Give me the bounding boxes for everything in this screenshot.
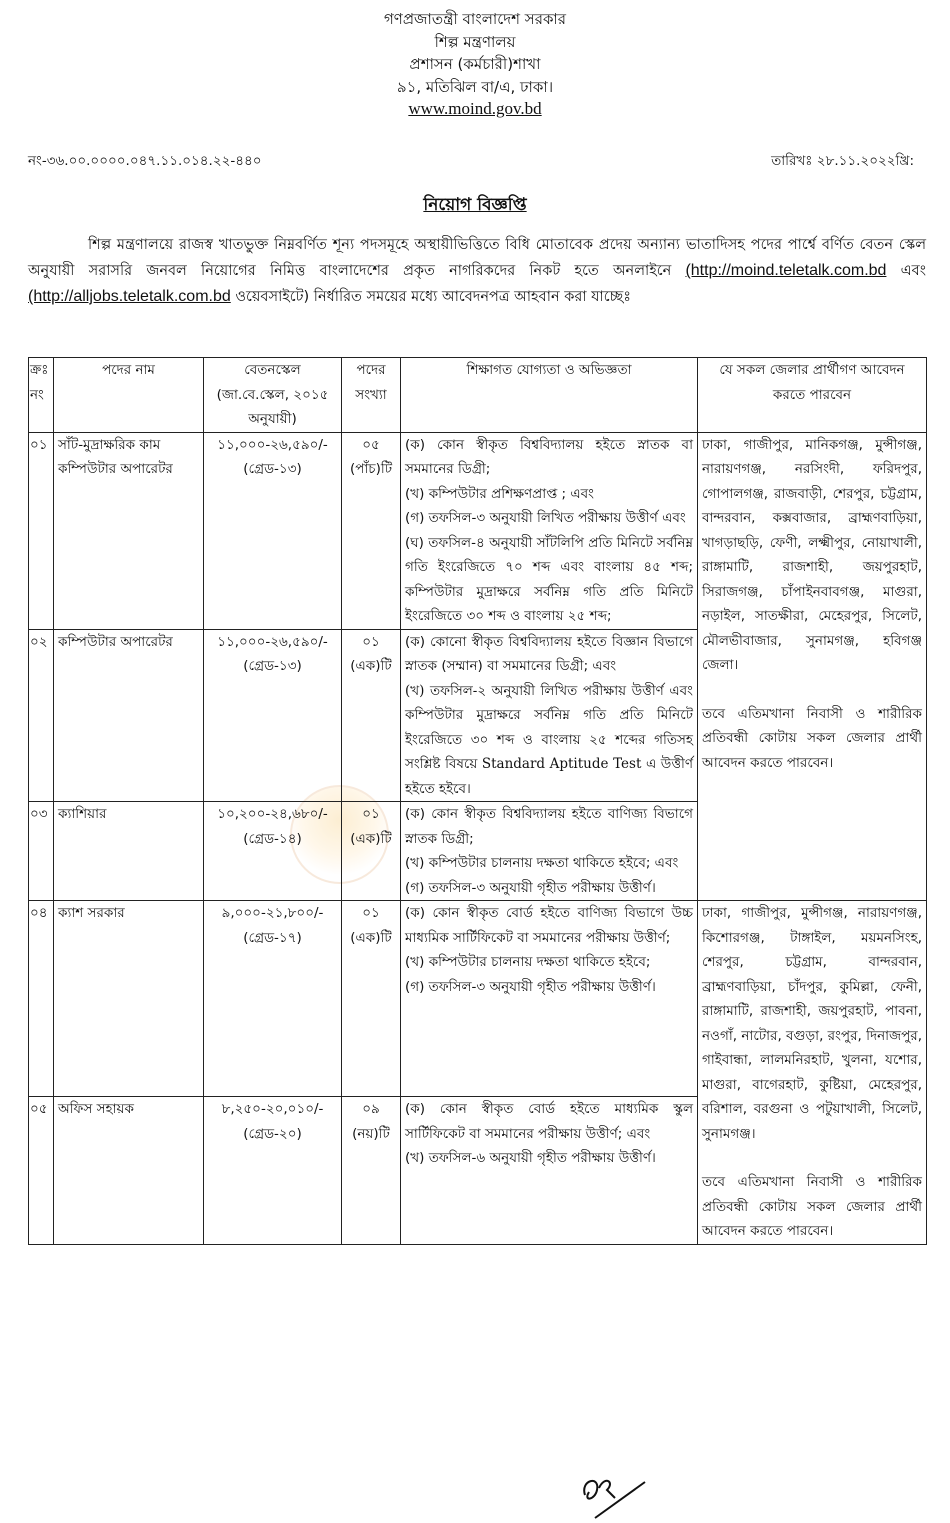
post-count: ০১ — [362, 806, 380, 822]
post-name-cell: ক্যাশিয়ার — [54, 802, 204, 901]
qualification-item: (গ) তফসিল-৩ অনুযায়ী লিখিত পরীক্ষায় উত্তীর্ণ এবং — [405, 510, 686, 526]
notice-title-wrap — [0, 192, 950, 220]
post-count: ০১ — [362, 633, 380, 650]
grade: (গ্রেড-১৩) — [243, 461, 302, 477]
qualification-item: (খ) তফসিল-৬ অনুযায়ী গৃহীত পরীক্ষায় উত্তীর্ণ। — [405, 1150, 656, 1166]
header-count: পদের সংখ্যা — [342, 358, 401, 433]
notice-title: নিয়োগ বিজ্ঞপ্তি — [423, 195, 527, 215]
address: ৯১, মতিঝিল বা/এ, ঢাকা। — [396, 77, 554, 96]
post-count-cell — [342, 432, 401, 629]
post-count-words: (এক)টি — [350, 929, 392, 946]
qualification-item: (ঘ) তফসিল-৪ অনুযায়ী সাঁটলিপি প্রতি মিনিটে সর্বনিম্ন গতি ইংরেজিতে ৭০ শব্দ এবং বাংলায় ৪৫ শব্দ; কম্পিউটার মুদ্রাক্ষরে সর্বনিম্ন গতি প্রতি মিনিটে ইংরেজিতে ৩০ শব্দ ও বাংলায় ২৫ শব্দ; — [405, 534, 693, 624]
header-districts: যে সকল জেলার প্রার্থীগণ আবেদন করতে পারবেন — [698, 358, 927, 433]
issue-date: তারিখঃ ২৮.১১.২০২২খ্রি: — [771, 153, 914, 169]
post-count-words: (এক)টি — [350, 658, 392, 674]
pay-scale: ১১,০০০-২৬,৫৯০/- — [217, 436, 328, 453]
qualification-item: (ক) কোন স্বীকৃত বিশ্ববিদ্যালয় হইতে বাণিজ্য বিভাগে স্নাতক ডিগ্রী; — [405, 806, 693, 847]
header-post: পদের নাম — [54, 358, 204, 433]
post-name-cell: ক্যাশ সরকার — [54, 901, 204, 1097]
grade: (গ্রেড-১৩) — [243, 658, 302, 674]
intro-text-2: এবং — [886, 263, 926, 279]
pay-scale: ১১,০০০-২৬,৫৯০/- — [217, 633, 328, 650]
header-scale: বেতনস্কেল (জা.বে.স্কেল, ২০১৫ অনুযায়ী) — [204, 358, 342, 433]
post-count-cell — [342, 901, 401, 1097]
teletalk-moind-link[interactable]: (http://moind.teletalk.com.bd — [685, 262, 887, 279]
serial-cell: ০৪ — [29, 901, 54, 1097]
post-name-cell: অফিস সহায়ক — [54, 1097, 204, 1245]
signature-mark — [575, 1470, 655, 1520]
districts-list: ঢাকা, গাজীপুর, মুন্সীগঞ্জ, নারায়ণগঞ্জ, কিশোরগঞ্জ, টাঙ্গাইল, ময়মনসিংহ, শেরপুর, চট্টগ্রাম, বান্দরবান, ব্রাহ্মণবাড়িয়া, চাঁদপুর, কুমিল্লা, ফেনী, রাঙ্গামাটি, রাজশাহী, জয়পুরহাট, পাবনা, নওগাঁ, নাটোর, বগুড়া, রংপুর, দিনাজপুর, গাইবান্ধা, লালমনিরহাট, খুলনা, যশোর, মাগুরা, বাগেরহাট, কুষ্টিয়া, মেহেরপুর, বরিশাল, বরগুনা ও পটুয়াখালী, সিলেট, সুনামগঞ্জ। — [702, 905, 922, 1142]
post-count-words: (পাঁচ)টি — [349, 461, 393, 477]
districts-list: ঢাকা, গাজীপুর, মানিকগঞ্জ, মুন্সীগঞ্জ, নারায়ণগঞ্জ, নরসিংদী, ফরিদপুর, গোপালগঞ্জ, রাজবাড়ী, শেরপুর, চট্টগ্রাম, বান্দরবান, কক্সবাজার, ব্রাহ্মণবাড়িয়া, খাগড়াছড়ি, ফেণী, লক্ষ্মীপুর, নোয়াখালী, রাঙ্গামাটি, রাজশাহী, জয়পুরহাট, সিরাজগঞ্জ, চাঁপাইনবাবগঞ্জ, মাগুরা, নড়াইল, সাতক্ষীরা, মেহেরপুর, সিলেট, মৌলভীবাজার, সুনামগঞ্জ, হবিগঞ্জ জেলা। — [702, 436, 922, 673]
post-count-words: (নয়)টি — [352, 1125, 390, 1142]
document-header — [0, 8, 950, 121]
website-link[interactable]: www.moind.gov.bd — [408, 99, 542, 118]
qualification-item: (খ) কম্পিউটার চালনায় দক্ষতা থাকিতে হইবে; — [405, 954, 651, 970]
post-name-cell: সাঁট-মুদ্রাক্ষরিক কাম কম্পিউটার অপারেটর — [54, 432, 204, 629]
qualification-cell — [401, 432, 698, 629]
qualification-item: (ক) কোনো স্বীকৃত বিশ্ববিদ্যালয় হইতে বিজ্ঞান বিভাগে স্নাতক (সম্মান) বা সমমানের ডিগ্রী; এবং — [405, 633, 693, 674]
qualification-cell — [401, 1097, 698, 1245]
intro-text-3: ওয়েবসাইটে) নির্ধারিত সময়ের মধ্যে আবেদনপত্র আহবান করা যাচ্ছেঃ — [230, 289, 631, 305]
grade: (গ্রেড-১৪) — [243, 830, 302, 847]
pay-scale-cell — [204, 629, 342, 802]
serial-cell: ০৩ — [29, 802, 54, 901]
post-count: ০৫ — [362, 436, 380, 453]
pay-scale-cell — [204, 802, 342, 901]
qualification-cell — [401, 802, 698, 901]
government-name: গণপ্রজাতন্ত্রী বাংলাদেশ সরকার — [383, 10, 567, 28]
qualification-item: (ক) কোন স্বীকৃত বোর্ড হইতে বাণিজ্য বিভাগে উচ্চ মাধ্যমিক সার্টিফিকেট বা সমমানের পরীক্ষায় উত্তীর্ণ; — [405, 905, 693, 946]
post-count-cell — [342, 629, 401, 802]
qualification-item: (গ) তফসিল-৩ অনুযায়ী গৃহীত পরীক্ষায় উত্তীর্ণ। — [405, 978, 656, 995]
serial-cell: ০৫ — [29, 1097, 54, 1245]
qualification-item: (গ) তফসিল-৩ অনুযায়ী গৃহীত পরীক্ষায় উত্তীর্ণ। — [405, 879, 656, 896]
post-count-words: (এক)টি — [350, 830, 392, 847]
grade: (গ্রেড-১৭) — [243, 929, 302, 946]
table-row — [29, 901, 927, 1097]
grade: (গ্রেড-২০) — [243, 1125, 302, 1142]
pay-scale: ১০,২০০-২৪,৬৮০/- — [217, 806, 328, 822]
quota-note: তবে এতিমখানা নিবাসী ও শারীরিক প্রতিবন্ধী কোটায় সকল জেলার প্রার্থী আবেদন করতে পারবেন। — [702, 705, 922, 771]
qualification-item: (ক) কোন স্বীকৃত বোর্ড হইতে মাধ্যমিক স্কুল সার্টিফিকেট বা সমমানের পরীক্ষায় উত্তীর্ণ; এবং — [405, 1101, 693, 1142]
districts-cell-group2 — [698, 901, 927, 1245]
intro-paragraph — [28, 232, 926, 310]
ministry-name: শিল্প মন্ত্রণালয় — [434, 32, 516, 51]
branch-name: প্রশাসন (কর্মচারী)শাখা — [409, 55, 541, 73]
pay-scale-cell — [204, 1097, 342, 1245]
table-row — [29, 432, 927, 629]
pay-scale: ৮,২৫০-২০,০১০/- — [221, 1101, 324, 1117]
serial-cell: ০২ — [29, 629, 54, 802]
pay-scale-cell — [204, 432, 342, 629]
table-header-row — [29, 358, 927, 433]
post-count: ০৯ — [362, 1101, 380, 1117]
quota-note: তবে এতিমখানা নিবাসী ও শারীরিক প্রতিবন্ধী কোটায় সকল জেলার প্রার্থী আবেদন করতে পারবেন। — [702, 1174, 922, 1239]
post-count: ০১ — [362, 905, 380, 921]
header-qualification: শিক্ষাগত যোগ্যতা ও অভিজ্ঞতা — [401, 358, 698, 433]
pay-scale-cell — [204, 901, 342, 1097]
districts-cell-group1 — [698, 432, 927, 901]
serial-cell: ০১ — [29, 432, 54, 629]
post-count-cell — [342, 802, 401, 901]
vacancy-table — [28, 357, 927, 1245]
qualification-item: (খ) তফসিল-২ অনুযায়ী লিখিত পরীক্ষায় উত্তীর্ণ এবং কম্পিউটার মুদ্রাক্ষরে সর্বনিম্ন গতি প্রতি মিনিটে ইংরেজিতে ৩০ শব্দ ও বাংলায় ২৫ শব্দের গতিসহ সংশ্লিষ্ট বিষয়ে Standard Aptitude Test এ উত্তীর্ণ হইতে হইবে। — [405, 682, 693, 797]
pay-scale: ৯,০০০-২১,৮০০/- — [221, 905, 324, 921]
qualification-cell — [401, 901, 698, 1097]
qualification-item: (খ) কম্পিউটার প্রশিক্ষণপ্রাপ্ত ; এবং — [405, 485, 594, 502]
reference-line — [28, 150, 914, 173]
intro-text-1: শিল্প মন্ত্রণালয়ে রাজস্ব খাতভুক্ত নিম্নবর্ণিত শূন্য পদসমূহে অস্থায়ীভিত্তিতে বিধি মোতাবেক প্রদেয় অন্যান্য ভাতাদিসহ পদের পার্শ্বে বর্ণিত বেতন স্কেল অনুযায়ী সরাসরি জনবল নিয়োগের নিমিত্ত বাংলাদেশের প্রকৃত নাগরিকদের নিকট হতে অনলাইনে — [28, 237, 926, 279]
post-count-cell — [342, 1097, 401, 1245]
qualification-item: (খ) কম্পিউটার চালনায় দক্ষতা থাকিতে হইবে; এবং — [405, 855, 679, 871]
header-serial: ক্রঃ নং — [29, 358, 54, 433]
post-name-cell: কম্পিউটার অপারেটর — [54, 629, 204, 802]
qualification-cell — [401, 629, 698, 802]
memo-number: নং-৩৬.০০.০০০০.০৪৭.১১.০১৪.২২-৪৪০ — [28, 153, 262, 169]
teletalk-alljobs-link[interactable]: (http://alljobs.teletalk.com.bd — [28, 288, 231, 305]
qualification-item: (ক) কোন স্বীকৃত বিশ্ববিদ্যালয় হইতে স্নাতক বা সমমানের ডিগ্রী; — [405, 436, 693, 477]
